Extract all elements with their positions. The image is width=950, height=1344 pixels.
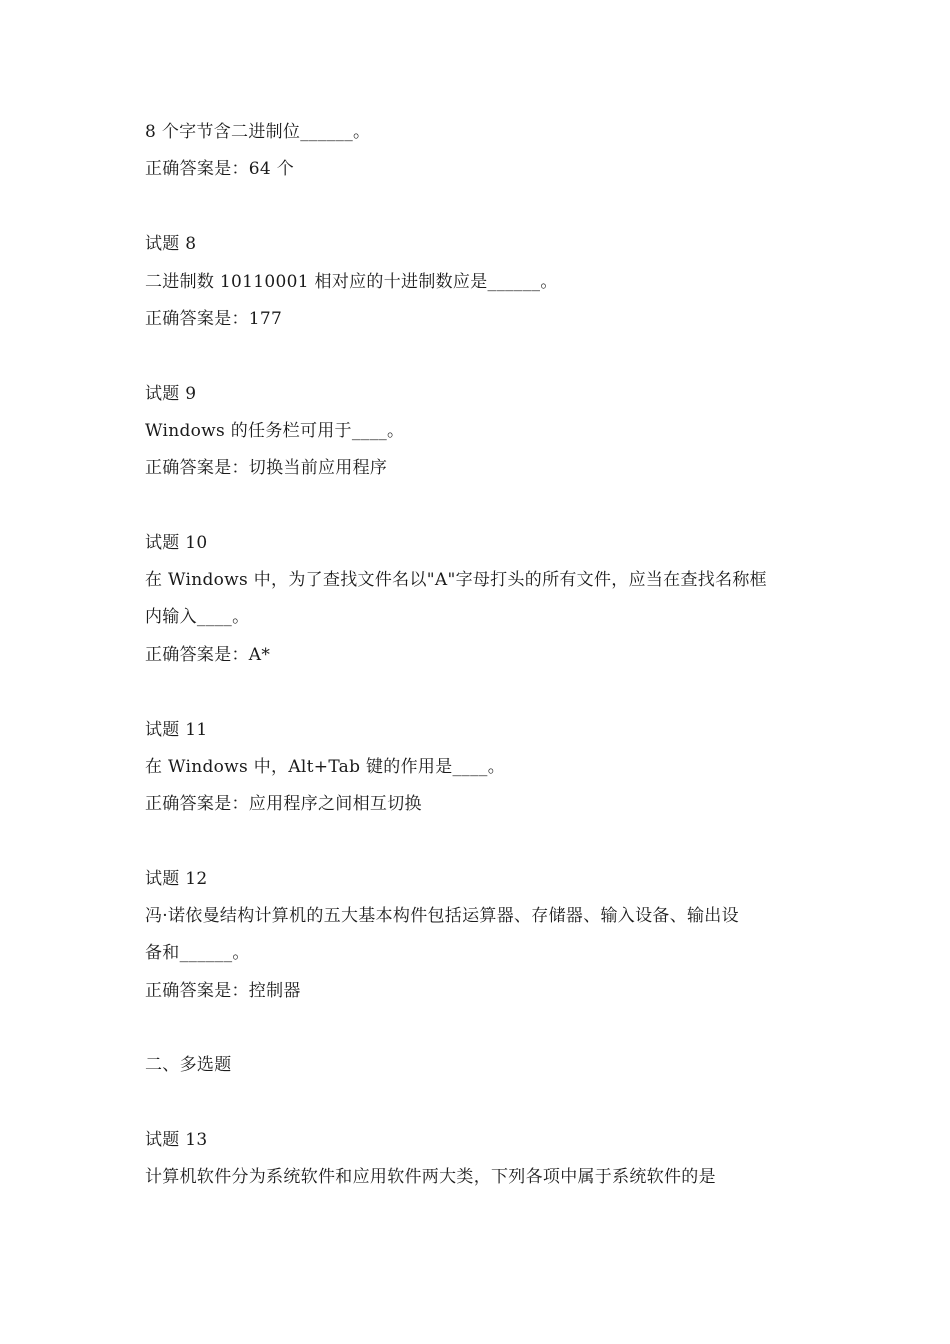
section-heading-multiple-choice: 二、多选题 (145, 1055, 232, 1075)
question-8-answer: 正确答案是：177 (145, 309, 283, 329)
question-13-heading: 试题 13 (145, 1130, 208, 1150)
question-9-answer: 正确答案是：切换当前应用程序 (145, 458, 388, 478)
question-10-text-line1: 在 Windows 中，为了查找文件名以"A"字母打头的所有文件，应当在查找名称框 (145, 570, 767, 590)
question-11-text: 在 Windows 中，Alt+Tab 键的作用是____。 (145, 757, 505, 777)
question-11-heading: 试题 11 (145, 720, 208, 740)
question-12-answer: 正确答案是：控制器 (145, 981, 301, 1001)
question-7-answer: 正确答案是：64 个 (145, 159, 295, 179)
question-10-answer: 正确答案是：A* (145, 645, 271, 665)
question-12-text-line1: 冯·诺依曼结构计算机的五大基本构件包括运算器、存储器、输入设备、输出设 (145, 906, 739, 926)
question-8-heading: 试题 8 (145, 234, 197, 254)
question-9-text: Windows 的任务栏可用于____。 (145, 421, 405, 441)
question-12-text-line2: 备和______。 (145, 943, 250, 963)
question-13-text: 计算机软件分为系统软件和应用软件两大类，下列各项中属于系统软件的是 (145, 1167, 716, 1187)
question-9-heading: 试题 9 (145, 384, 197, 404)
question-12-heading: 试题 12 (145, 869, 208, 889)
question-7-text: 8 个字节含二进制位______。 (145, 122, 371, 142)
question-11-answer: 正确答案是：应用程序之间相互切换 (145, 794, 422, 814)
question-10-heading: 试题 10 (145, 533, 208, 553)
question-10-text-line2: 内输入____。 (145, 607, 250, 627)
question-8-text: 二进制数 10110001 相对应的十进制数应是______。 (145, 272, 558, 292)
